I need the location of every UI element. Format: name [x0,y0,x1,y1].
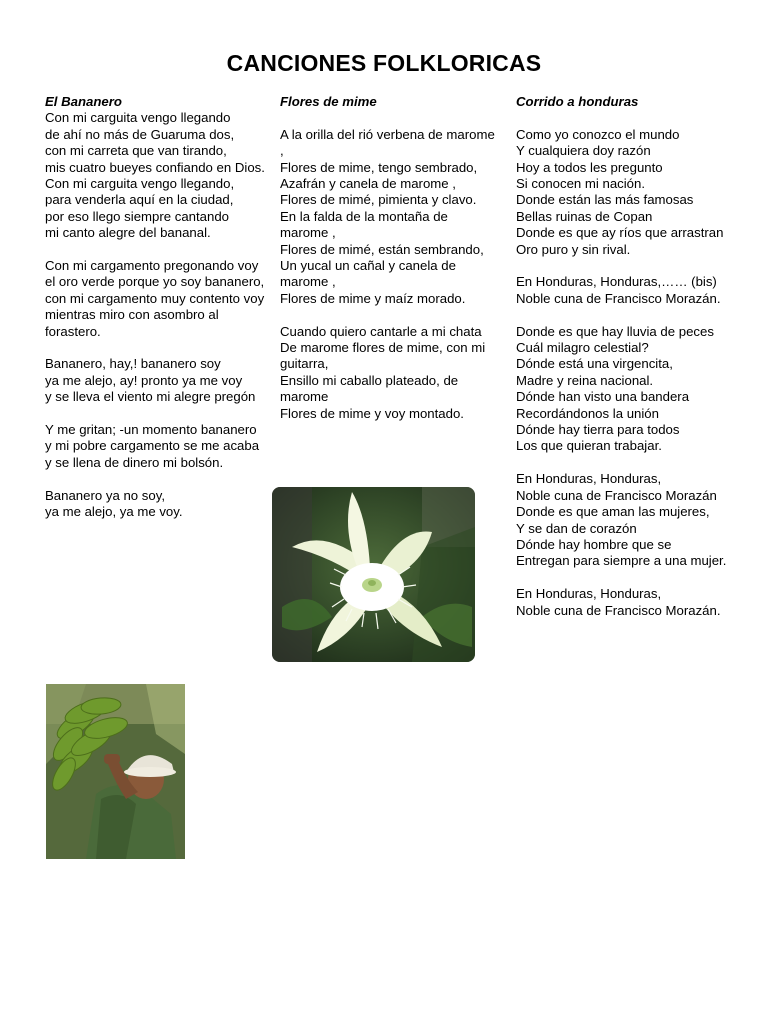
lyric-line: En Honduras, Honduras, [516,471,662,487]
lyric-line: Madre y reina nacional. [516,372,654,388]
lyric-line: Y me gritan; -un momento bananero [45,422,257,438]
stanza-gap [280,307,495,323]
lyric-line: Ensillo mi caballo plateado, de marome [280,372,459,405]
lyric-line: con mi cargamento muy contento voy [45,290,265,306]
lyric-line: Si conocen mi nación. [516,176,646,192]
lyric-line: En Honduras, Honduras,…… (bis) [516,274,717,290]
lyric-line: y se lleva el viento mi alegre pregón [45,389,256,405]
lyric-line: Dónde han visto una bandera [516,389,690,405]
stanza-gap [516,258,730,274]
lyric-line: Como yo conozco el mundo [516,126,680,142]
stanza-gap [516,110,730,126]
lyric-line: A la orilla del rió verbena de marome , [280,126,495,159]
lyric-line: Entregan para siempre a una mujer. [516,553,727,569]
lyric-line: Flores de mimé, pimienta y clavo. [280,192,477,208]
stanza-gap [516,455,730,471]
lyric-line: Bananero, hay,! bananero soy [45,356,221,372]
lyric-line: ya me alejo, ya me voy. [45,504,183,520]
lyric-line: Un yucal un cañal y canela de marome , [280,258,456,290]
lyric-line: por eso llego siempre cantando [45,208,230,224]
lyric-line: Con mi carguita vengo llegando [45,110,231,126]
stanza-gap [45,406,267,422]
lyric-line: ya me alejo, ay! pronto ya me voy [45,372,243,388]
stanza-gap [45,471,267,487]
white-orchid-photo [272,487,475,662]
stanza-gap [516,307,730,323]
lyric-line: Con mi carguita vengo llegando, [45,176,235,192]
lyric-line: Bellas ruinas de Copan [516,208,653,224]
stanza-gap [516,570,730,586]
lyric-line: Noble cuna de Francisco Morazán [516,487,717,503]
lyric-line: En la falda de la montaña de marome , [280,208,448,241]
lyric-line: Oro puro y sin rival. [516,241,631,257]
song-column-el-bananero [45,94,267,521]
lyric-line: Flores de mime, tengo sembrado, [280,159,478,175]
lyric-line: Flores de mime y voy montado. [280,405,464,421]
lyric-line: Recordándonos la unión [516,405,659,421]
lyric-line: Dónde está una virgencita, [516,356,673,372]
song-title: Flores de mime [280,94,377,109]
lyric-line: Cuando quiero cantarle a mi chata [280,323,482,339]
lyric-line: con mi carreta que van tirando, [45,143,227,159]
lyric-line: Con mi cargamento pregonando voy [45,258,259,274]
stanza-gap [45,340,267,356]
page-title: CANCIONES FOLKLORICAS [226,50,542,76]
lyric-line: el oro verde porque yo soy bananero, [45,274,265,290]
lyric-line: para venderla aquí en la ciudad, [45,192,234,208]
lyric-line: Donde es que hay lluvia de peces [516,323,714,339]
stanza-gap [280,110,495,126]
lyric-line: mi canto alegre del bananal. [45,225,211,241]
lyric-line: y se llena de dinero mi bolsón. [45,454,224,470]
lyric-line: Dónde hay hombre que se [516,536,672,552]
lyric-line: En Honduras, Honduras, [516,586,662,602]
lyric-line: De marome flores de mime, con mi guitarra, [280,340,486,372]
song-column-corrido-a-honduras [516,94,730,619]
lyric-line: Y se dan de corazón [516,520,637,536]
lyric-line: Donde es que ay ríos que arrastran [516,225,724,241]
lyric-line: Noble cuna de Francisco Morazán. [516,290,721,306]
song-title: Corrido a honduras [516,94,639,109]
lyric-line: mientras miro con asombro al forastero. [45,307,219,339]
lyric-line: Dónde hay tierra para todos [516,422,680,438]
lyric-line: y mi pobre cargamento se me acaba [45,438,260,454]
man-carrying-bananas-photo [46,684,185,859]
lyric-line: Donde es que aman las mujeres, [516,504,710,520]
lyric-line: Cuál milagro celestial? [516,340,649,356]
lyric-line: Flores de mime y maíz morado. [280,290,466,306]
lyric-line: Flores de mimé, están sembrando, [280,241,484,257]
lyric-line: Hoy a todos les pregunto [516,159,663,175]
lyric-line: Y cualquiera doy razón [516,143,651,159]
song-title: El Bananero [45,94,122,109]
lyric-line: Azafrán y canela de marome , [280,176,456,192]
lyric-line: mis cuatro bueyes confiando en Dios. [45,159,265,175]
lyric-line: Noble cuna de Francisco Morazán. [516,602,721,618]
lyric-line: de ahí no más de Guaruma dos, [45,126,235,142]
song-column-flores-de-mime [280,94,495,422]
lyric-line: Los que quieran trabajar. [516,438,662,454]
lyric-line: Bananero ya no soy, [45,487,165,503]
stanza-gap [45,242,267,258]
lyric-line: Donde están las más famosas [516,192,694,208]
